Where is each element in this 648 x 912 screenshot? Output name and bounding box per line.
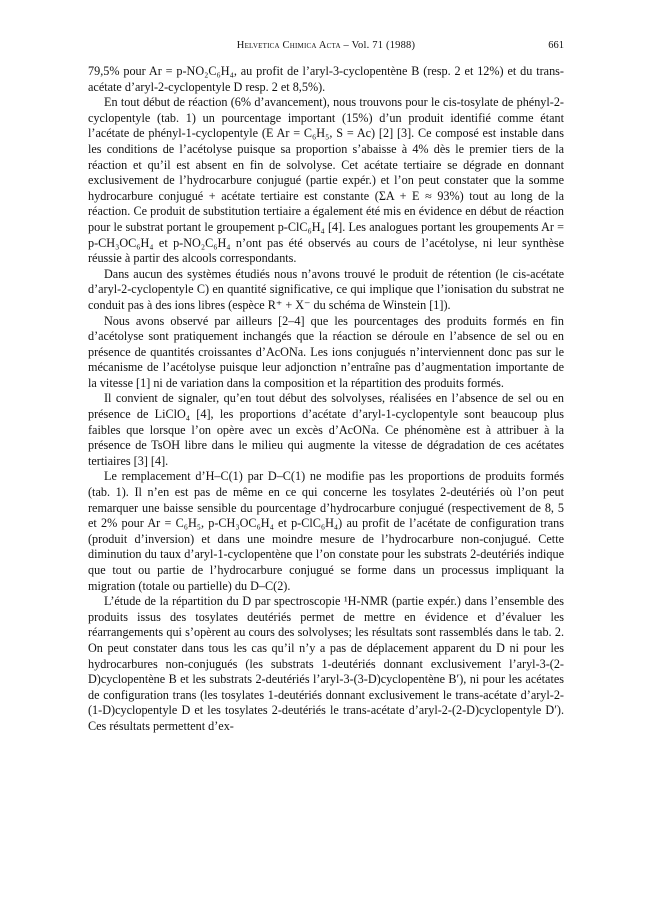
paragraph-5: Il convient de signaler, qu’en tout début des solvolyses, réalisées en l’absence de sel ou en présence de LiClO₄ [4], les proportions d’acétate d’aryl-1-cyclopentyle sont beaucoup plus faibles que lorsque l’on opère avec un excès d’AcONa. Ce phénomène est à attribuer à la présence de TsOH libre dans le milieu qui augmente la vitesse de dégradation de ces acétates tertiaires [3] [4]. [88, 391, 564, 468]
paragraph-2: En tout début de réaction (6% d’avancement), nous trouvons pour le cis-tosylate de phényl-2-cyclopentyle (tab. 1) un pourcentage important (15%) d’un produit identifié comme étant l’acétate de phényl-1-cyclopentyle (E Ar = C₆H₅, S = Ac) [2] [3]. Ce composé est instable dans les conditions de l’acétolyse puisque sa proportion s’abaisse à 4% dès le premier tiers de la réaction et qu’il est absent en fin de solvolyse. Cet acétate tertiaire se dégrade en donnant exclusivement de l’hydrocarbure conjugué (partie expér.) et l’on peut constater que la somme hydrocarbure conjugué + acétate tertiaire est constante (ΣA + E ≈ 93%) tout au long de la réaction. Ce produit de substitution tertiaire a également été mis en évidence en début de réaction pour le substrat portant le groupement p-ClC₆H₄ [4]. Les analogues portant les groupements Ar = p-CH₃OC₆H₄ et p-NO₂C₆H₄ n’ont pas été observés au cours de l’acétolyse, ni leur synthèse réussie à partir des alcools correspondants. [88, 95, 564, 266]
journal-page [88, 40, 564, 735]
paragraph-4: Nous avons observé par ailleurs [2–4] que les pourcentages des produits formés en fin d’acétolyse sont pratiquement inchangés que la réaction se déroule en l’absence de sel ou en présence de quantités croissantes d’AcONa. Les ions conjugués n’interviennent donc pas sur le mécanisme de l’acétolyse puisque leur adjonction n’entraîne pas d’augmentation importante de la vitesse [1] ni de variation dans la composition et la répartition des produits formés. [88, 313, 564, 390]
running-header [88, 40, 564, 58]
paragraph-3: Dans aucun des systèmes étudiés nous n’avons trouvé le produit de rétention (le cis-acétate d’aryl-2-cyclopentyle C) en quantité significative, ce qui implique que l’ionisation du substrat ne conduit pas à des ions libres (espèce R⁺ + X⁻ du schéma de Winstein [1]). [88, 266, 564, 312]
article-body [88, 64, 564, 735]
journal-name: Helvetica Chimica Acta [236, 40, 341, 51]
paragraph-6: Le remplacement d’H–C(1) par D–C(1) ne modifie pas les proportions de produits formés (tab. 1). Il n’en est pas de même en ce qui concerne les tosylates 2-deutériés où l’on peut remarquer une baisse sensible du pourcentage d’hydrocarbure conjugué (respectivement de 8, 5 et 2% pour Ar = C₆H₅, p-CH₃OC₆H₄ et p-ClC₆H₄) au profit de l’acétate de configuration trans (produit d’inversion) et dans une moindre mesure de l’hydrocarbure non-conjugué. Cette diminution du taux d’aryl-1-cyclopentène que l’on constate pour les substrats 2-deutériés indique que tout ou partie de l’hydrocarbure conjugué se forme dans un processus impliquant la migration (totale ou partielle) du D–C(2). [88, 469, 564, 593]
header-separator: – [343, 40, 352, 51]
volume-info: Vol. 71 (1988) [351, 40, 416, 51]
header-title [88, 40, 564, 51]
paragraph-7: L’étude de la répartition du D par spectroscopie ¹H-NMR (partie expér.) dans l’ensemble des produits issus des tosylates deutériés permet de mettre en évidence et d’évaluer les réarrangements qui s’opèrent au cours des solvolyses; les résultats sont rassemblés dans le tab. 2. On peut constater dans tous les cas qu’il n’y a pas de déplacement apparent du D ni pour les hydrocarbures non-conjugués (les substrats 1-deutériés donnant exclusivement l’aryl-3-(2-D)cyclopentène B et les substrats 2-deutériés l’aryl-3-(3-D)cyclopentène B′), ni pour les acétates de configuration trans (les tosylates 1-deutériés donnant exclusivement le trans-acétate d’aryl-2-(1-D)cyclopentyle D et les tosylates 2-deutériés le trans-acétate d’aryl-2-(2-D)cyclopentyle D′). Ces résultats permettent d’ex- [88, 594, 564, 733]
paragraph-1: 79,5% pour Ar = p-NO₂C₆H₄, au profit de l’aryl-3-cyclopentène B (resp. 2 et 12%) et du trans-acétate d’aryl-2-cyclopentyle D resp. 2 et 8,5%). [88, 64, 564, 94]
page-number: 661 [548, 40, 564, 51]
